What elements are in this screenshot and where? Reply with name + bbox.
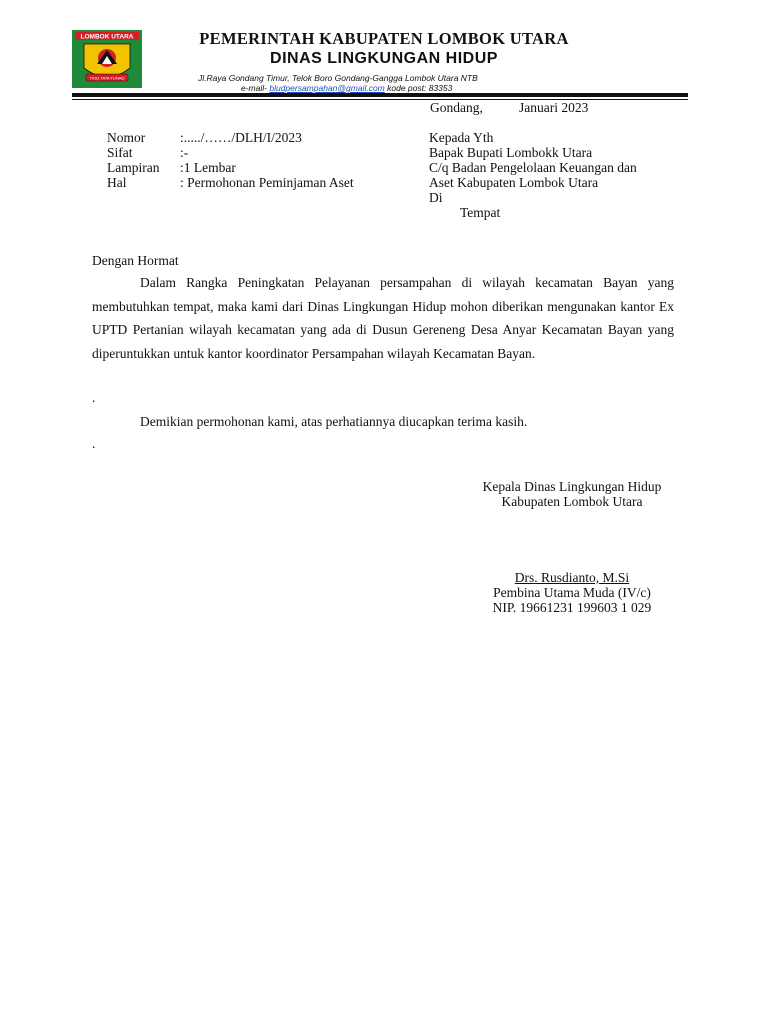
email-link[interactable]: bludpersampahan@gmail.com [269, 83, 385, 93]
meta-value-nomor: :...../……/DLH/I/2023 [180, 130, 302, 145]
meta-value-sifat: :- [180, 145, 189, 160]
signatory-rank: Pembina Utama Muda (IV/c) [493, 585, 651, 600]
recipient-line: Tempat [460, 205, 501, 220]
recipient-line: Di [429, 190, 443, 205]
body-dot: . [92, 390, 96, 405]
closing-sentence: Demikian permohonan kami, atas perhatiannya diucapkan terima kasih. [140, 414, 528, 429]
letter-place: Gondang, [430, 100, 483, 115]
body-dot: . [92, 436, 96, 451]
salutation: Dengan Hormat [92, 253, 179, 268]
government-title [0, 29, 768, 49]
signatory-name: Drs. Rusdianto, M.Si [514, 570, 630, 585]
letterhead-divider-thin [72, 99, 688, 100]
body-paragraph: Dalam Rangka Peningkatan Pelayanan persampahan di wilayah kecamatan Bayan yang membutuhkan tempat, maka kami dari Dinas Lingkungan Hidup mohon diberikan mengunakan kantor Ex UPTD Pertanian wilayah kecamatan yang ada di Dusun Gereneng Desa Anyar Kecamatan Bayan yang diperuntukkan untuk kantor koordinator Persampahan wilayah Kecamatan Bayan. [92, 275, 674, 361]
logo-text: LOMBOK UTARA [80, 33, 134, 41]
recipient-line: Bapak Bupati Lombokk Utara [429, 145, 593, 160]
signatory-organization: Kabupaten Lombok Utara [501, 494, 643, 509]
government-title-text: PEMERINTAH KABUPATEN LOMBOK UTARA [199, 29, 569, 48]
logo-banner: TIOQ TATA TUNAQ [89, 75, 125, 81]
letterhead-divider-thick [72, 93, 688, 97]
office-address: Jl.Raya Gondang Timur, Telok Boro Gondang-Gangga Lombok Utara NTB [198, 73, 478, 83]
meta-label-lampiran: Lampiran [107, 160, 160, 175]
recipient-line: Aset Kabupaten Lombok Utara [429, 175, 599, 190]
recipient-line: C/q Badan Pengelolaan Keuangan dan [429, 160, 637, 175]
meta-label-hal: Hal [107, 175, 127, 190]
email-label: e-mail- [241, 83, 270, 93]
letter-date: Januari 2023 [519, 100, 589, 115]
meta-value-lampiran: :1 Lembar [180, 160, 236, 175]
meta-label-nomor: Nomor [107, 130, 146, 145]
signatory-nip: NIP. 19661231 199603 1 029 [492, 600, 652, 615]
meta-label-sifat: Sifat [107, 145, 133, 160]
recipient-line: Kepada Yth [429, 130, 494, 145]
postal-code: kode post: 83353 [384, 83, 453, 93]
office-title: DINAS LINGKUNGAN HIDUP [270, 50, 498, 67]
signatory-name-wrap [440, 570, 704, 586]
office-contact [241, 83, 452, 93]
meta-value-hal: : Permohonan Peminjaman Aset [180, 175, 354, 190]
signatory-title: Kepala Dinas Lingkungan Hidup [482, 479, 662, 494]
